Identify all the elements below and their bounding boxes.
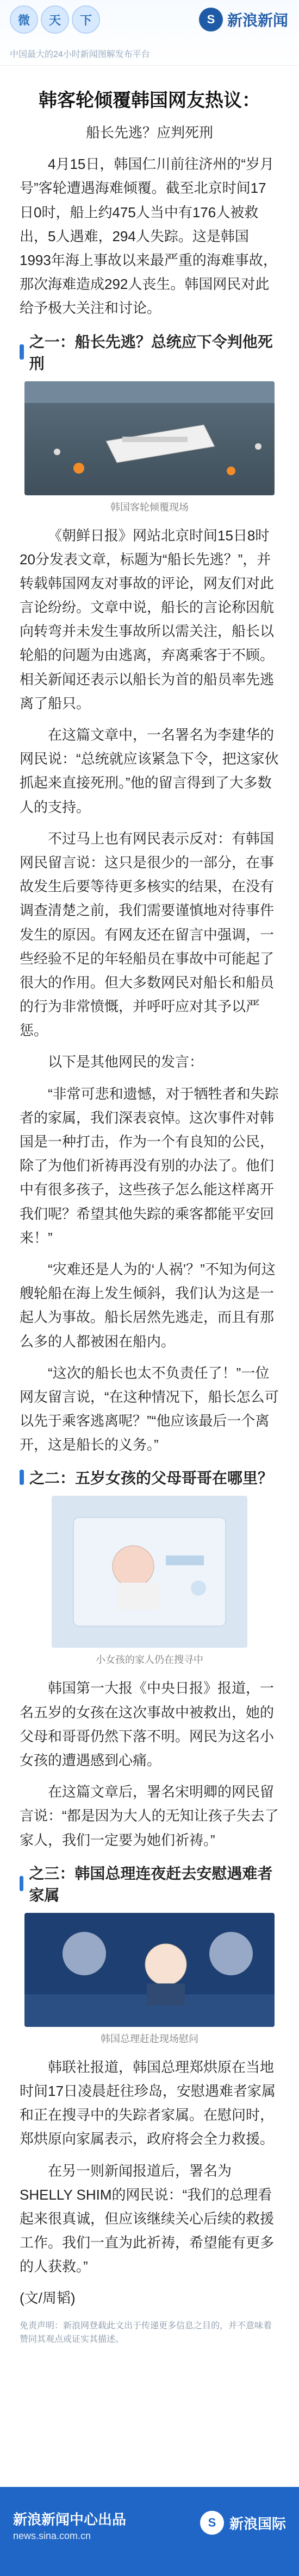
- ship-accident-image: [24, 381, 275, 495]
- section-1-header: [20, 330, 279, 374]
- section-3-title: 之三：韩国总理连夜赶去安慰遇难者家属: [29, 1865, 273, 1904]
- paragraph: 在另一则新闻报道后，署名为SHELLY SHIM的网民说：“我们的总理看起来很真诚，但应该继续关心后续的救援工作。我们一直为此祈祷，希望能有更多的人获救。”: [20, 2162, 275, 2275]
- section-1-figure: [20, 381, 279, 514]
- sina-logo-icon: S: [199, 8, 223, 32]
- brand-bubble-icon: 天: [41, 5, 69, 34]
- section-1-caption: 韩国客轮倾覆现场: [110, 501, 189, 513]
- disclaimer: 免责声明：新浪网登载此文出于传递更多信息之目的，并不意味着赞同其观点或证实其描述。: [20, 2321, 272, 2345]
- section-2-title: 之二：五岁女孩的父母哥哥在哪里？: [29, 1470, 273, 1487]
- paragraph: 韩国第一大报《中央日报》报道，一名五岁的女孩在这次事故中被救出，她的父母和哥哥仍然下落不明。网民为这名小女孩的遭遇感到心痛。: [20, 1680, 275, 1768]
- section-1-title: 之一：船长先逃？总统应下令判他死刑: [29, 333, 273, 372]
- brand-logo: [10, 5, 100, 34]
- left-brand: [10, 5, 100, 34]
- right-brand: [199, 8, 288, 32]
- section-3-caption: 韩国总理赶赴现场慰问: [101, 2033, 198, 2044]
- section-2-caption: 小女孩的家人仍在搜寻中: [96, 1654, 203, 1666]
- section-bar-icon: [20, 1876, 23, 1891]
- paragraph: 在这篇文章中，一名署名为李建华的网民说：“总统就应该紧急下令，把这家伙抓起来直接死刑。”他的留言得到了大多数人的支持。: [20, 727, 279, 815]
- paragraph: 4月15日，韩国仁川前往济州的“岁月号”客轮遭遇海难倾覆。截至北京时间17日0时，船上约475人当中有176人被救出，5人遇难，294人失踪。这是韩国1993年海上事故以来最严重的海难事故，那次海难造成292人丧生。韩国网民对此给予极大关注和讨论。: [20, 156, 277, 317]
- quote: “这次的船长也太不负责任了！”一位网友留言说，“在这种情况下，船长怎么可以先于乘客逃离呢？”“他应该最后一个离开，这是船长的义务。”: [20, 1364, 279, 1453]
- section-3-figure: [20, 1913, 279, 2045]
- section-bar-icon: [20, 344, 24, 360]
- section-2-header: [20, 1466, 279, 1488]
- quote: “非常可悲和遗憾，对于牺牲者和失踪者的家属，我们深表哀悼。这次事件对韩国是一种打击，作为一个有良知的公民，除了为他们祈祷再没有别的办法了。他们中有很多孩子，这些孩子怎么能这样离开我们呢？希望其他失踪的乘客都能平安回来！”: [20, 1085, 279, 1246]
- paragraph: 韩联社报道，韩国总理郑烘原在当地时间17日凌晨赶往珍岛，安慰遇难者家属和正在搜寻中的失踪者家属。在慰问时，郑烘原向家属表示，政府将会全力救援。: [20, 2058, 276, 2147]
- site-subtitle: 中国最大的24小时新闻图解发布平台: [10, 50, 150, 59]
- paragraph: 不过马上也有网民表示反对：有韩国网民留言说：这只是很少的一部分，在事故发生后要等待更多核实的结果，在没有调查清楚之前，我们需要谨慎地对待事件发生的原因。有网友还在留言中强调，一些经验不足的年轻船员在事故中可能起了很大的作用。但大多数网民对船长和船员的行为非常愤慨，并呼吁应对其予以严惩。: [20, 830, 275, 1039]
- footer: [0, 2487, 299, 2576]
- section-bar-icon: [20, 1470, 24, 1485]
- footer-url[interactable]: news.sina.com.cn: [13, 2530, 91, 2541]
- article-lead: 船长先逃？应判死刑: [85, 124, 213, 141]
- brand-bubble-icon: 微: [10, 5, 38, 34]
- quote: “灾难还是人为的‘人祸’？”不知为何这艘轮船在海上发生倾斜，我们认为这是一起人为事故。船长居然先逃走，而且有那么多的人都被困在船内。: [20, 1261, 276, 1350]
- section-2-figure: [20, 1496, 279, 1666]
- footer-logo: [200, 2511, 286, 2535]
- footer-logo-icon: S: [200, 2511, 224, 2535]
- article: [0, 85, 299, 2347]
- section-3-header: [20, 1862, 279, 1905]
- girl-photo: [52, 1496, 247, 1648]
- paragraph: 在这篇文章后，署名宋明卿的网民留言说：“都是因为大人的无知让孩子失去了家人，我们一定要为她们祈祷。”: [20, 1784, 279, 1848]
- header: [0, 0, 299, 66]
- pm-photo: [24, 1913, 275, 2027]
- article-title: 韩客轮倾覆韩国网友热议：: [39, 90, 260, 111]
- footer-brand: 新浪新闻中心出品: [13, 2511, 127, 2528]
- right-logo-text: 新浪新闻: [227, 12, 288, 29]
- brand-bubble-icon: 下: [72, 5, 100, 34]
- paragraph: 以下是其他网民的发言：: [48, 1054, 204, 1070]
- paragraph: 《朝鲜日报》网站北京时间15日8时20分发表文章，标题为“船长先逃？”，并转载韩国网友对事故的评论，网友们对此言论纷纷。文章中说，船长的言论称因航向转弯并未发生事故所以需关注，船长以轮船的问题为由逃离，弃离乘客于不顾。相关新闻还表示以船长为首的船员率先逃离了船只。: [20, 527, 275, 711]
- author: (文/周韬): [20, 2290, 76, 2307]
- footer-logo-text: 新浪国际: [229, 2515, 286, 2532]
